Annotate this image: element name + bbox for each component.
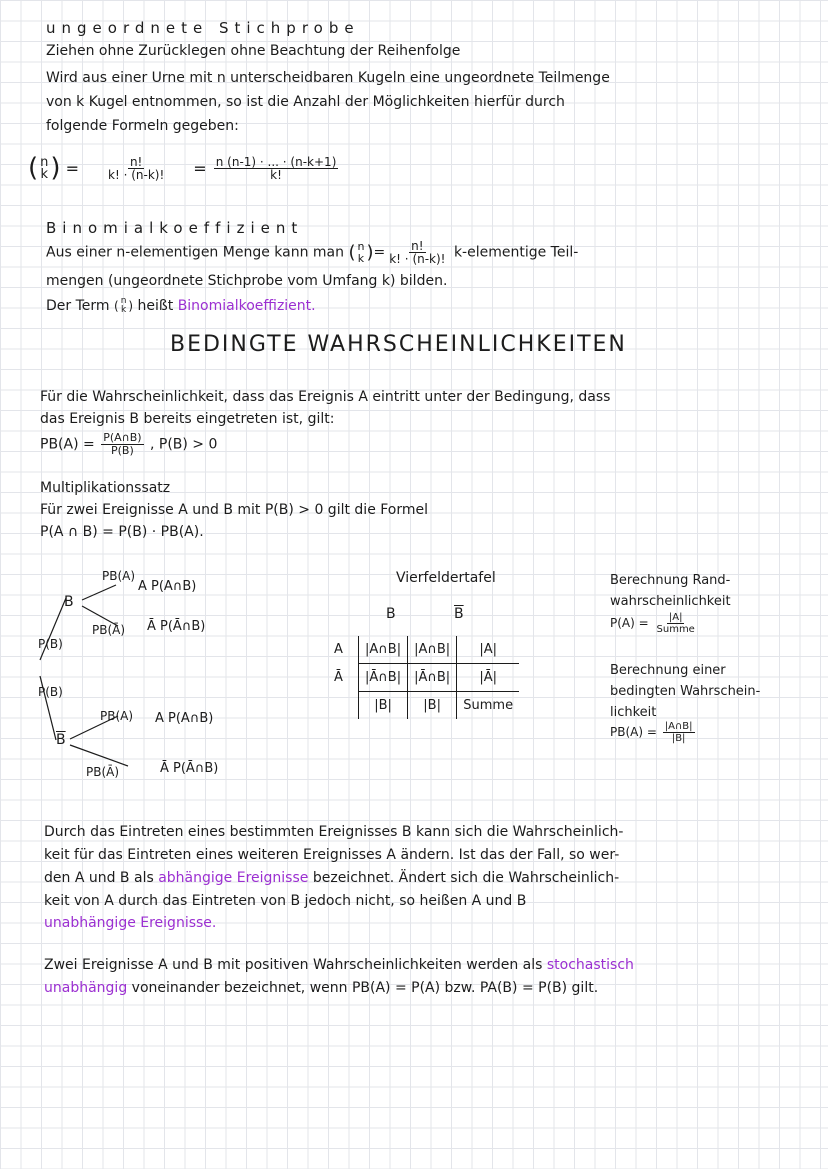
table-row xyxy=(334,692,519,720)
text-line: von k Kugel entnommen, so ist die Anzahl der Möglichkeiten hierfür durch xyxy=(46,94,565,110)
table-cell: Summe xyxy=(457,692,520,720)
term-abhaengige-ereignisse: abhängige Ereignisse xyxy=(158,870,309,886)
text-line xyxy=(44,870,619,887)
formula-numerator: n! xyxy=(129,155,143,169)
tree-prob-pbbar-a: PB(A) xyxy=(100,709,134,723)
binomial-formula: ( n k ) = $\frac{n!}{k! \cdot (n-k)!}$ = $\frac{n (n-1) \cdot ... \cdot (n-k+1)}{k!}$ xyxy=(28,153,337,183)
table-cell: |Ā∩B| xyxy=(359,664,408,692)
text-line: Für die Wahrscheinlichkeit, dass das Ereignis A eintritt unter der Bedingung, dass xyxy=(40,389,611,405)
table-row xyxy=(334,664,519,692)
side-note-line: bedingten Wahrschein- xyxy=(610,684,761,699)
side-note-line: lichkeit xyxy=(610,705,657,720)
col-header-b: B xyxy=(386,606,396,622)
text-span: bezeichnet. Ändert sich die Wahrscheinlich- xyxy=(312,870,620,886)
table-cell: |Ā∩B| xyxy=(408,664,457,692)
tree-leaf: Ā P(Ā∩B) xyxy=(160,761,219,776)
formula-denominator: k! · (n-k)! xyxy=(389,252,446,266)
side-formula-bedingt xyxy=(610,721,697,744)
tree-node-b: B xyxy=(64,594,74,610)
text-line: P(A ∩ B) = P(B) · PB(A). xyxy=(40,524,204,540)
table-cell: |A| xyxy=(457,636,520,664)
table-cell: |B| xyxy=(359,692,408,720)
text-line: Für zwei Ereignisse A und B mit P(B) > 0 gilt die Formel xyxy=(40,502,429,518)
formula-numerator: n (n-1) · ... · (n-k+1) xyxy=(215,155,337,169)
tree-branch xyxy=(82,585,116,600)
page-title: BEDINGTE WAHRSCHEINLICHKEITEN xyxy=(170,332,627,357)
vierfeldertafel-title: Vierfeldertafel xyxy=(396,570,496,586)
binom-top: n xyxy=(40,154,49,170)
tree-prob-pba: PB(A) xyxy=(102,569,136,583)
text-span: voneinander bezeichnet, wenn PB(A) = P(A) bzw. PA(B) = P(B) gilt. xyxy=(131,980,599,996)
text-span: Aus einer n-elementigen Menge kann man xyxy=(46,244,344,261)
side-note-line: wahrscheinlichkeit xyxy=(610,594,731,609)
term-binomialkoeffizient: Binomialkoeffizient. xyxy=(177,298,316,314)
row-header-empty xyxy=(334,692,359,720)
vierfeldertafel xyxy=(334,636,519,719)
tree-leaf: A P(A∩B) xyxy=(138,579,197,594)
table-cell: |A∩B| xyxy=(408,636,457,664)
formula-numerator: n! xyxy=(411,239,424,253)
text-line xyxy=(44,980,598,997)
text-span: k-elementige Teil- xyxy=(453,244,579,261)
table-row xyxy=(334,636,519,664)
tree-leaf: Ā P(Ā∩B) xyxy=(147,619,206,634)
table-cell: |A∩B| xyxy=(359,636,408,664)
side-note-line: Berechnung Rand- xyxy=(610,573,731,588)
term-unabhaengige-ereignisse: unabhängige Ereignisse. xyxy=(44,915,217,931)
text-line: Der Term ( n k ) heißt Binomialkoeffizient. xyxy=(46,296,316,315)
formula-numerator: P(A∩B) xyxy=(103,431,142,444)
heading-multiplikationssatz: Multiplikationssatz xyxy=(40,480,171,496)
text-line: Durch das Eintreten eines bestimmten Ereignisses B kann sich die Wahrscheinlich- xyxy=(44,824,624,840)
tree-prob-pbbar-abar: PB(Ā) xyxy=(86,765,120,779)
row-header-a-bar: Ā xyxy=(334,670,343,685)
tree-prob-pb-bar: P(B) xyxy=(38,685,63,699)
formula-denominator: |B| xyxy=(671,733,686,744)
row-header-a: A xyxy=(334,642,343,658)
text-line: das Ereignis B bereits eingetreten ist, gilt: xyxy=(40,411,335,427)
text-line: folgende Formeln gegeben: xyxy=(46,118,239,134)
text-span: heißt xyxy=(137,298,174,314)
formula-condition: , P(B) > 0 xyxy=(149,436,218,453)
side-note-line: Berechnung einer xyxy=(610,663,726,678)
term-unabhaengig: unabhängig xyxy=(44,980,128,996)
formula-lhs: P(A) = xyxy=(610,616,649,630)
text-line: keit für das Eintreten eines weiteren Ereignisses A ändern. Ist das der Fall, so wer- xyxy=(44,847,620,863)
heading-binomialkoeffizient: Binomialkoeffizient xyxy=(46,219,304,237)
text-line: mengen (ungeordnete Stichprobe vom Umfang k) bilden. xyxy=(46,273,448,289)
text-line: Wird aus einer Urne mit n unterscheidbaren Kugeln eine ungeordnete Teilmenge xyxy=(46,70,610,86)
formula-denominator: P(B) xyxy=(110,444,134,457)
text-span: den A und B als xyxy=(44,870,154,886)
tree-node-b-bar: $\overline{B}$ xyxy=(56,732,66,748)
text-span: Der Term xyxy=(46,298,110,314)
formula-numerator: |A∩B| xyxy=(664,721,693,732)
heading-ungeordnete-stichprobe: ungeordnete Stichprobe xyxy=(46,19,360,37)
formula-denominator: k! · (n-k)! xyxy=(108,168,165,182)
text-line: Aus einer n-elementigen Menge kann man ( n k )= $\frac{n!}{k! \cdot (n-k)!}$ k-elementige Teil- xyxy=(46,239,579,266)
col-header-b-bar: $\overline{B}$ xyxy=(454,606,464,622)
text-line: Ziehen ohne Zurücklegen ohne Beachtung der Reihenfolge xyxy=(46,43,461,59)
side-formula-rand xyxy=(610,612,699,635)
tree-prob-pba-bar: PB(Ā) xyxy=(92,623,126,637)
text-line xyxy=(44,957,634,974)
text-span: Zwei Ereignisse A und B mit positiven Wahrscheinlichkeiten werden als xyxy=(44,957,543,973)
term-stochastisch: stochastisch xyxy=(546,957,634,973)
binom-bottom: k xyxy=(40,166,49,182)
text-line: keit von A durch das Eintreten von B jedoch nicht, so heißen A und B xyxy=(44,893,527,909)
tree-leaf: A P(A∩B) xyxy=(155,711,214,726)
formula-lhs: PB(A) = xyxy=(610,725,657,739)
tree-prob-pb: P(B) xyxy=(38,637,63,651)
table-cell: |Ā| xyxy=(457,664,520,692)
formula-numerator: |A| xyxy=(668,612,683,623)
tree-branch xyxy=(70,745,128,766)
formula-denominator: Summe xyxy=(656,624,695,635)
table-cell: |B| xyxy=(408,692,457,720)
formula-denominator: k! xyxy=(270,168,282,182)
formula-lhs: PB(A) = xyxy=(40,436,95,453)
